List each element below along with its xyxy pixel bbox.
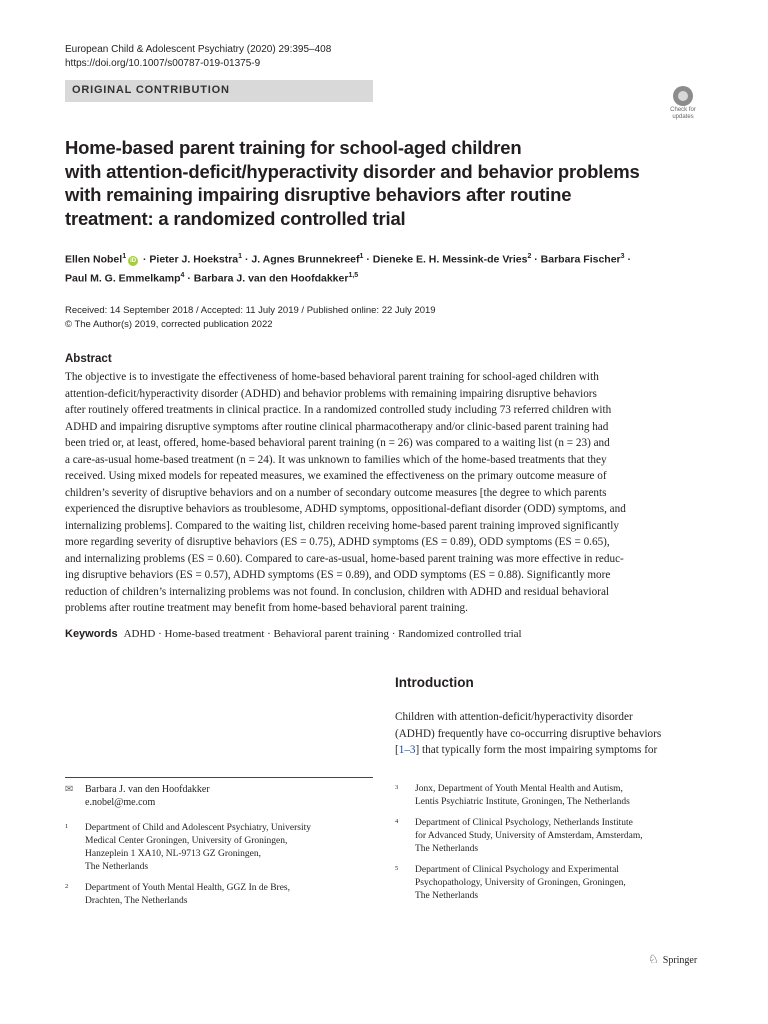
author-name[interactable]: · Barbara Fischer xyxy=(531,253,621,266)
abstract-line: and internalizing problems (ES = 0.60). Compared to care-as-usual, home-based parent training was more effective in reduc- xyxy=(65,552,624,565)
affiliation-footnote xyxy=(395,817,705,856)
affiliation-footnote xyxy=(395,783,705,809)
footnote-number: 1 xyxy=(65,823,69,830)
check-updates-icon xyxy=(673,86,693,106)
author-name[interactable]: Ellen Nobel xyxy=(65,253,123,266)
keywords xyxy=(65,628,522,640)
springer-horse-icon: ♘ xyxy=(648,952,659,966)
abstract-line: The objective is to investigate the effectiveness of home-based behavioral parent training for school-aged children with xyxy=(65,371,599,383)
abstract-line: internalizing problems]. Compared to the waiting list, children receiving home-based parent training improved significantly xyxy=(65,519,619,532)
publisher-name: Springer xyxy=(662,955,698,966)
footnote-divider xyxy=(65,777,373,778)
affiliations-right xyxy=(395,783,705,911)
author-name[interactable]: · J. Agnes Brunnekreef xyxy=(242,253,360,266)
keywords-text: ADHD · Home-based treatment · Behavioral parent training · Randomized controlled trial xyxy=(123,628,522,640)
abstract-line: received. Using mixed models for repeated measures, we examined the effectiveness on the primary outcome measure of xyxy=(65,470,607,482)
abstract-line: ADHD and impairing disruptive symptoms after routine clinical pharmacotherapy and/or clinic-based parent training had xyxy=(65,420,609,433)
correspondence-name: Barbara J. van den Hoofdakker xyxy=(85,784,210,795)
affiliation-footnote xyxy=(395,864,705,903)
footnote-number: 4 xyxy=(395,818,399,825)
abstract-line: been tried or, at least, offered, home-based behavioral parent training (n = 26) was compared to a waiting list (n = 23) and xyxy=(65,437,610,449)
abstract-line: a care-as-usual home-based treatment (n = 24). It was unknown to families which of the home-based treatments that they xyxy=(65,453,607,466)
abstract-line: experienced the disruptive behaviors as troublesome, ADHD symptoms, oppositional-defiant disorder (ODD) symptoms, and xyxy=(65,503,626,515)
author-name[interactable]: · Dieneke E. H. Messink-de Vries xyxy=(363,253,528,266)
author-name[interactable]: · Barbara J. van den Hoofdakker xyxy=(184,272,349,285)
footnote-line: Department of Clinical Psychology, Netherlands Institute xyxy=(415,818,633,828)
introduction-heading: Introduction xyxy=(395,675,474,690)
section-label: ORIGINAL CONTRIBUTION xyxy=(72,84,230,96)
author-name[interactable]: · Pieter J. Hoekstra xyxy=(140,253,239,266)
affiliations-left xyxy=(65,822,375,916)
check-updates-label: Check for updates xyxy=(670,107,696,120)
affiliation-footnote xyxy=(65,882,375,908)
publication-dates: Received: 14 September 2018 / Accepted: 11 July 2019 / Published online: 22 July 2019 © The Author(s) 2019, corrected publication 2022 xyxy=(65,305,436,330)
abstract-heading: Abstract xyxy=(65,353,112,365)
journal-citation xyxy=(65,43,331,70)
footnote-number: 5 xyxy=(395,865,399,872)
footnote-line: The Netherlands xyxy=(415,844,479,854)
footnote-line: Hanzeplein 1 XA10, NL-9713 GZ Groningen, xyxy=(85,849,261,859)
abstract-line: reduction of children’s internalizing problems was not found. In conclusion, children with ADHD and residual behavioral xyxy=(65,585,610,598)
author-name[interactable]: Paul M. G. Emmelkamp xyxy=(65,272,181,285)
footnote-line: Department of Child and Adolescent Psychiatry, University xyxy=(85,823,312,833)
journal-line: European Child & Adolescent Psychiatry (2020) 29:395–408 xyxy=(65,44,332,55)
footnote-line: Lentis Psychiatric Institute, Groningen, The Netherlands xyxy=(415,797,630,807)
abstract-line: problems after routine treatment may benefit from home-based behavioral parent training. xyxy=(65,602,468,614)
check-for-updates-button[interactable] xyxy=(665,86,701,122)
footnote-number: 2 xyxy=(65,883,69,890)
envelope-icon: ✉ xyxy=(65,784,74,795)
footnote-line: Medical Center Groningen, University of Groningen, xyxy=(85,836,288,846)
correspondence-email[interactable]: e.nobel@me.com xyxy=(85,797,156,808)
citation-link[interactable]: 1–3 xyxy=(398,744,416,756)
footnote-line: Drachten, The Netherlands xyxy=(85,896,188,906)
footnote-line: Jonx, Department of Youth Mental Health and Autism, xyxy=(415,784,623,794)
abstract-line: children’s severity of disruptive behaviors and on a number of secondary outcome measures [the degree to which parents xyxy=(65,486,607,499)
correspondence xyxy=(65,783,210,809)
affiliation-footnote xyxy=(65,822,375,874)
footnote-line: Department of Clinical Psychology and Experimental xyxy=(415,865,619,875)
orcid-icon[interactable]: iD xyxy=(130,257,137,264)
footnote-line: Department of Youth Mental Health, GGZ In de Bres, xyxy=(85,883,291,893)
introduction-text: Children with attention-deficit/hyperactivity disorder (ADHD) frequently have co-occurring disruptive behaviors [1–3] that typically form the most impairing symptoms for xyxy=(395,711,662,756)
abstract-line: more regarding severity of disruptive behaviors (ES = 0.75), ADHD symptoms (ES = 0.89), ODD symptoms (ES = 0.65), xyxy=(65,536,610,548)
abstract-line: attention-deficit/hyperactivity disorder (ADHD) and behavior problems with remaining impairing disruptive behaviors xyxy=(65,387,597,400)
publisher-logo xyxy=(648,952,697,967)
footnote-line: The Netherlands xyxy=(85,862,149,872)
abstract-line: ing disruptive behaviors (ES = 0.57), ADHD symptoms (ES = 0.89), and ODD symptoms (ES = 0.88). Significantly more xyxy=(65,569,611,581)
section-banner xyxy=(65,80,373,102)
footnote-number: 3 xyxy=(395,784,399,791)
doi-link[interactable]: https://doi.org/10.1007/s00787-019-01375-9 xyxy=(65,57,261,69)
footnote-line: Psychopathology, University of Groningen, Groningen, xyxy=(415,878,626,888)
abstract-text xyxy=(65,369,701,617)
abstract-line: after routinely offered treatments in clinical practice. In a randomized controlled study including 73 referred children with xyxy=(65,404,612,416)
paper-title: Home-based parent training for school-aged children with attention-deficit/hyperactivity disorder and behavior problems with remaining impairing disruptive behaviors after routine treatment: a randomized controlled trial xyxy=(65,137,640,229)
footnote-line: for Advanced Study, University of Amsterdam, Amsterdam, xyxy=(415,831,643,841)
author-list: Ellen Nobel$^1$iD · Pieter J. Hoekstra$^1$ · J. Agnes Brunnekreef$^1$ · Dieneke E. H. Messink-de Vries$^2$ · Barbara Fischer$^3$ · Paul M. G. Emmelkamp$^4$ · Barbara J. van den Hoofdakker$^{1,5}$ xyxy=(65,253,631,285)
keywords-label: Keywords xyxy=(65,628,118,640)
footnote-line: The Netherlands xyxy=(415,891,479,901)
